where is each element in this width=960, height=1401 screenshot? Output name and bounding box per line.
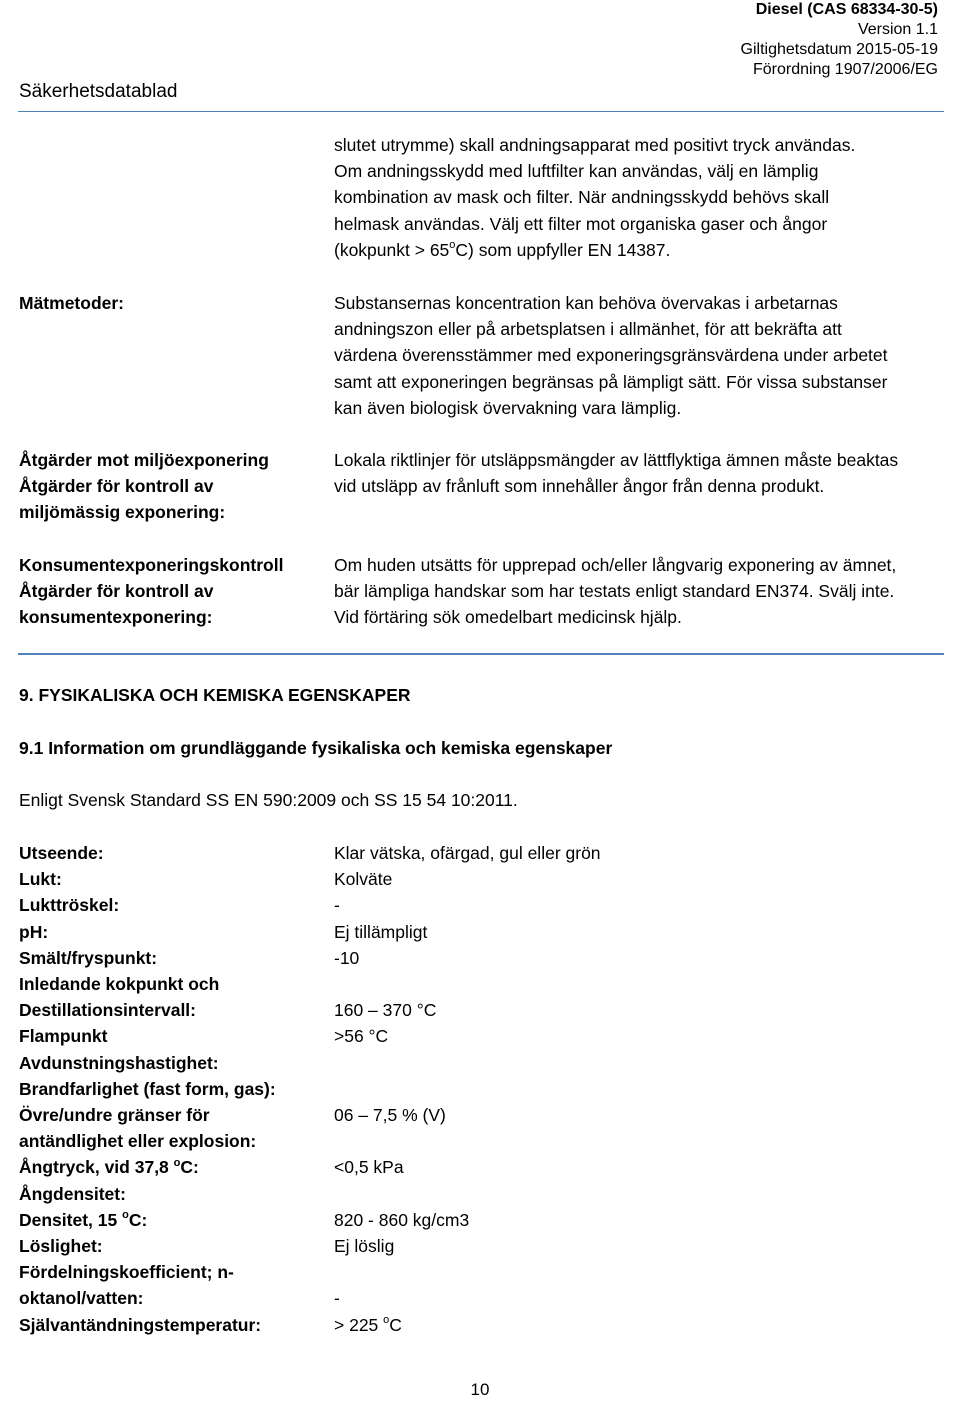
- environment-label: Åtgärder mot miljöexponering Åtgärder för kontroll av miljömässig exponering:: [19, 450, 269, 523]
- product-name: Diesel (CAS 68334-30-5): [755, 1, 938, 18]
- standard-reference: Enligt Svensk Standard SS EN 590:2009 och SS 15 54 10:2011.: [19, 790, 518, 810]
- document-title: Säkerhetsdatablad: [19, 81, 178, 102]
- consumer-text: Om huden utsätts för upprepad och/eller långvarig exponering av ämnet, bär lämpliga handskar som har testats enligt standard EN374. Svälj inte. Vid förtäring sök omedelbart medicinsk hjälp.: [334, 555, 897, 628]
- explosion-limits-value: 06 – 7,5 % (V): [334, 1105, 446, 1125]
- validity-date: Giltighetsdatum 2015-05-19: [740, 41, 938, 58]
- version-label: Version 1.1: [857, 21, 938, 38]
- subsection-heading: 9.1 Information om grundläggande fysikaliska och kemiska egenskaper: [19, 738, 613, 758]
- consumer-label: Konsumentexponeringskontroll Åtgärder för kontroll av konsumentexponering:: [19, 555, 284, 628]
- environment-text: Lokala riktlinjer för utsläppsmängder av lättflyktiga ämnen måste beaktas vid utsläpp av frånluft som innehåller ångor från denna produkt.: [334, 450, 899, 497]
- measure-label: Mätmetoder:: [19, 293, 125, 313]
- respiratory-text: slutet utrymme) skall andningsapparat med positivt tryck användas. Om andningsskydd med luftfilter kan användas, välj en lämplig kombination av mask och filter. När andningsskydd behövs skall helmask användas. Välj ett filter mot organiska gaser och ångor (kokpunkt > $65^oC$) som uppfyller EN 14387.: [334, 135, 856, 260]
- document-meta: [741, 0, 938, 80]
- header-divider: [18, 111, 944, 112]
- section-divider: [18, 653, 944, 655]
- section-heading: 9. FYSIKALISKA OCH KEMISKA EGENSKAPER: [19, 685, 411, 705]
- regulation-label: Förordning 1907/2006/EG: [752, 61, 938, 78]
- measure-text: Substansernas koncentration kan behöva övervakas i arbetarnas andningszon eller på arbetsplatsen i allmänhet, för att bekräfta att värdena överensstämmer med exponeringsgränsvärdena under arbetet samt att exponeringen begränsas på lämpligt sätt. För vissa substanser kan även biologisk övervakning vara lämplig.: [334, 293, 888, 418]
- page-number: 10: [470, 1380, 490, 1399]
